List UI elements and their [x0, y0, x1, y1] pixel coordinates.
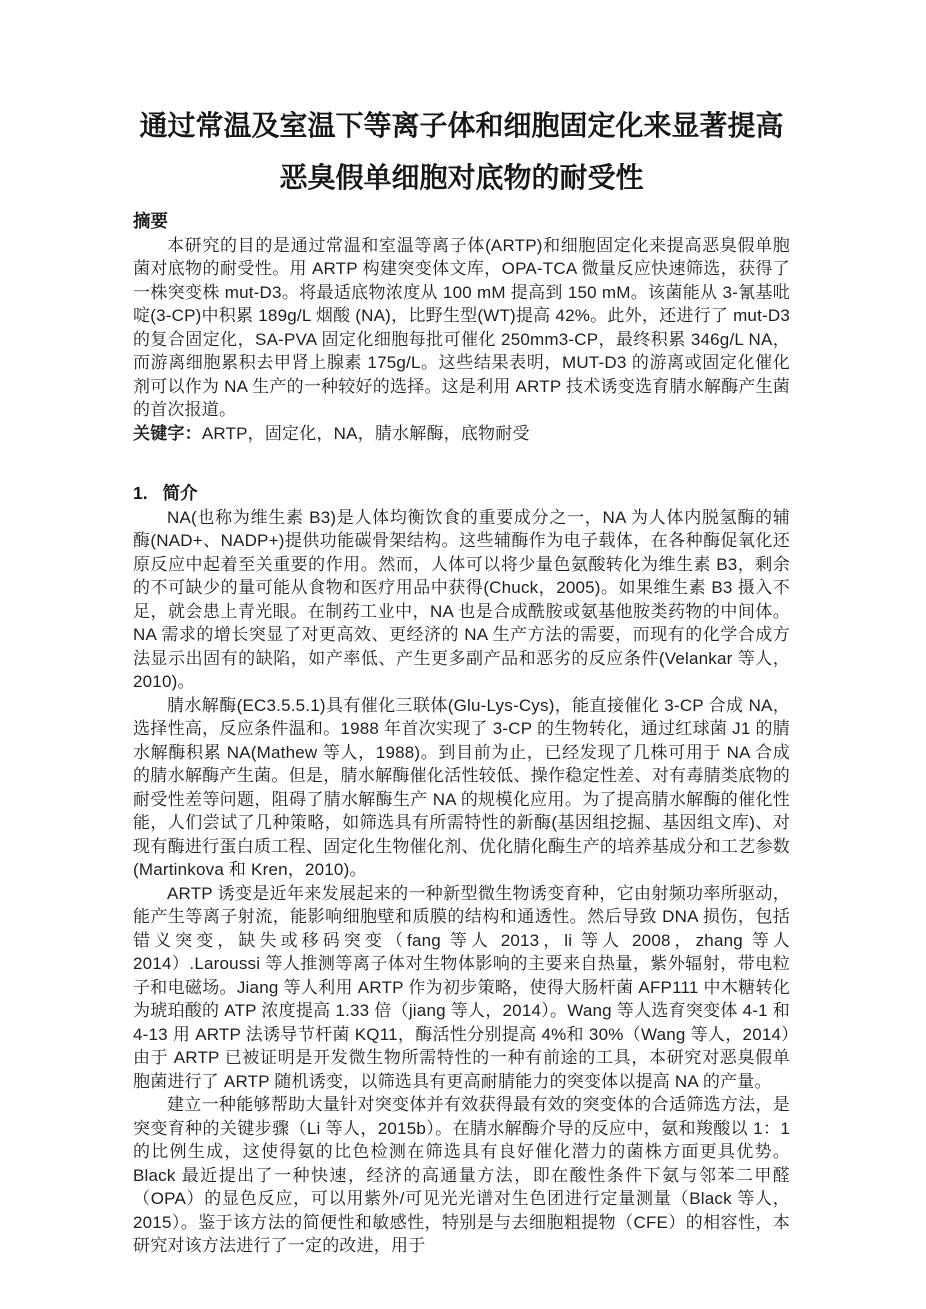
- section-paragraph: 建立一种能够帮助大量针对突变体并有效获得最有效的突变体的合适筛选方法，是突变育种的关键步骤（Li 等人，2015b）。在腈水解酶介导的反应中，氨和羧酸以 1：1 的比例生成，这使得氨的比色检测在筛选具有良好催化潜力的菌株方面更具优势。Black 最近提出了一种快速，经济的高通量方法，即在酸性条件下氨与邻苯二甲醛（OPA）的显色反应，可以用紫外/可见光光谱对生色团进行定量测量（Black 等人，2015）。鉴于该方法的简便性和敏感性，特别是与去细胞粗提物（CFE）的相容性，本研究对该方法进行了一定的改进，用于: [133, 1095, 790, 1255]
- keywords-text: ARTP，固定化，NA，腈水解酶，底物耐受: [201, 423, 530, 443]
- paper-title-line-2: 恶臭假单细胞对底物的耐受性: [279, 162, 644, 193]
- section-introduction: [133, 482, 790, 1258]
- paper-title: [133, 100, 790, 204]
- keywords-label: 关键字：: [133, 423, 202, 443]
- abstract-heading: 摘要: [133, 211, 168, 231]
- paper-title-line-1: 通过常温及室温下等离子体和细胞固定化来显著提高: [139, 110, 784, 141]
- section-number: 1.: [133, 483, 148, 503]
- keywords-line: [133, 422, 790, 446]
- section-paragraph: 腈水解酶(EC3.5.5.1)具有催化三联体(Glu-Lys-Cys)，能直接催化 3-CP 合成 NA，选择性高，反应条件温和。1988 年首次实现了 3-CP 的生物转化，通过红球菌 J1 的腈水解酶积累 NA(Mathew 等人，1988)。到目前为止，已经发现了几株可用于 NA 合成的腈水解酶产生菌。但是，腈水解酶催化活性较低、操作稳定性差、对有毒腈类底物的耐受性差等问题，阻碍了腈水解酶生产 NA 的规模化应用。为了提高腈水解酶的催化性能，人们尝试了几种策略，如筛选具有所需特性的新酶(基因组挖掘、基因组文库)、对现有酶进行蛋白质工程、固定化生物催化剂、优化腈化酶生产的培养基成分和工艺参数(Martinkova 和 Kren，2010)。: [133, 695, 790, 879]
- abstract-body: 本研究的目的是通过常温和室温等离子体(ARTP)和细胞固定化来提高恶臭假单胞菌对底物的耐受性。用 ARTP 构建突变体文库，OPA-TCA 微量反应快速筛选，获得了一株突变株 mut-D3。将最适底物浓度从 100 mM 提高到 150 mM。该菌能从 3-氰基吡啶(3-CP)中积累 189g/L 烟酸 (NA)，比野生型(WT)提高 42%。此外，还进行了 mut-D3 的复合固定化，SA-PVA 固定化细胞每批可催化 250mm3-CP，最终积累 346g/L NA，而游离细胞累积去甲肾上腺素 175g/L。这些结果表明，MUT-D3 的游离或固定化催化剂可以作为 NA 生产的一种较好的选择。这是利用 ARTP 技术诱变选育腈水解酶产生菌的首次报道。: [133, 235, 790, 419]
- section-paragraphs: [133, 506, 790, 1258]
- section-paragraph: NA(也称为维生素 B3)是人体均衡饮食的重要成分之一，NA 为人体内脱氢酶的辅酶(NAD+、NADP+)提供功能碳骨架结构。这些辅酶作为电子载体，在各种酶促氧化还原反应中起着至关重要的作用。然而，人体可以将少量色氨酸转化为维生素 B3，剩余的不可缺少的量可能从食物和医疗用品中获得(Chuck，2005)。如果维生素 B3 摄入不足，就会患上青光眼。在制药工业中，NA 也是合成酰胺或氨基他胺类药物的中间体。NA 需求的增长突显了对更高效、更经济的 NA 生产方法的需要，而现有的化学合成方法显示出固有的缺陷，如产率低、产生更多副产品和恶劣的反应条件(Velankar 等人，2010)。: [133, 507, 790, 691]
- section-heading: [133, 482, 790, 506]
- section-title: 简介: [162, 483, 198, 503]
- section-paragraph: ARTP 诱变是近年来发展起来的一种新型微生物诱变育种，它由射频功率所驱动，能产生等离子射流，能影响细胞壁和质膜的结构和通透性。然后导致 DNA 损伤，包括错义突变，缺失或移码突变（fang 等人 2013，li 等人 2008，zhang 等人 2014）.Laroussi 等人推测等离子体对生物体影响的主要来自热量，紫外辐射，带电粒子和电磁场。Jiang 等人利用 ARTP 作为初步策略，使得大肠杆菌 AFP111 中木糖转化为琥珀酸的 ATP 浓度提高 1.33 倍（jiang 等人，2014）。Wang 等人选育突变体 4-1 和 4-13 用 ARTP 法诱导节杆菌 KQ11，酶活性分别提高 4%和 30%（Wang 等人，2014）由于 ARTP 已被证明是开发微生物所需特性的一种有前途的工具，本研究对恶臭假单胞菌进行了 ARTP 随机诱变，以筛选具有更高耐腈能力的突变体以提高 NA 的产量。: [133, 883, 790, 1091]
